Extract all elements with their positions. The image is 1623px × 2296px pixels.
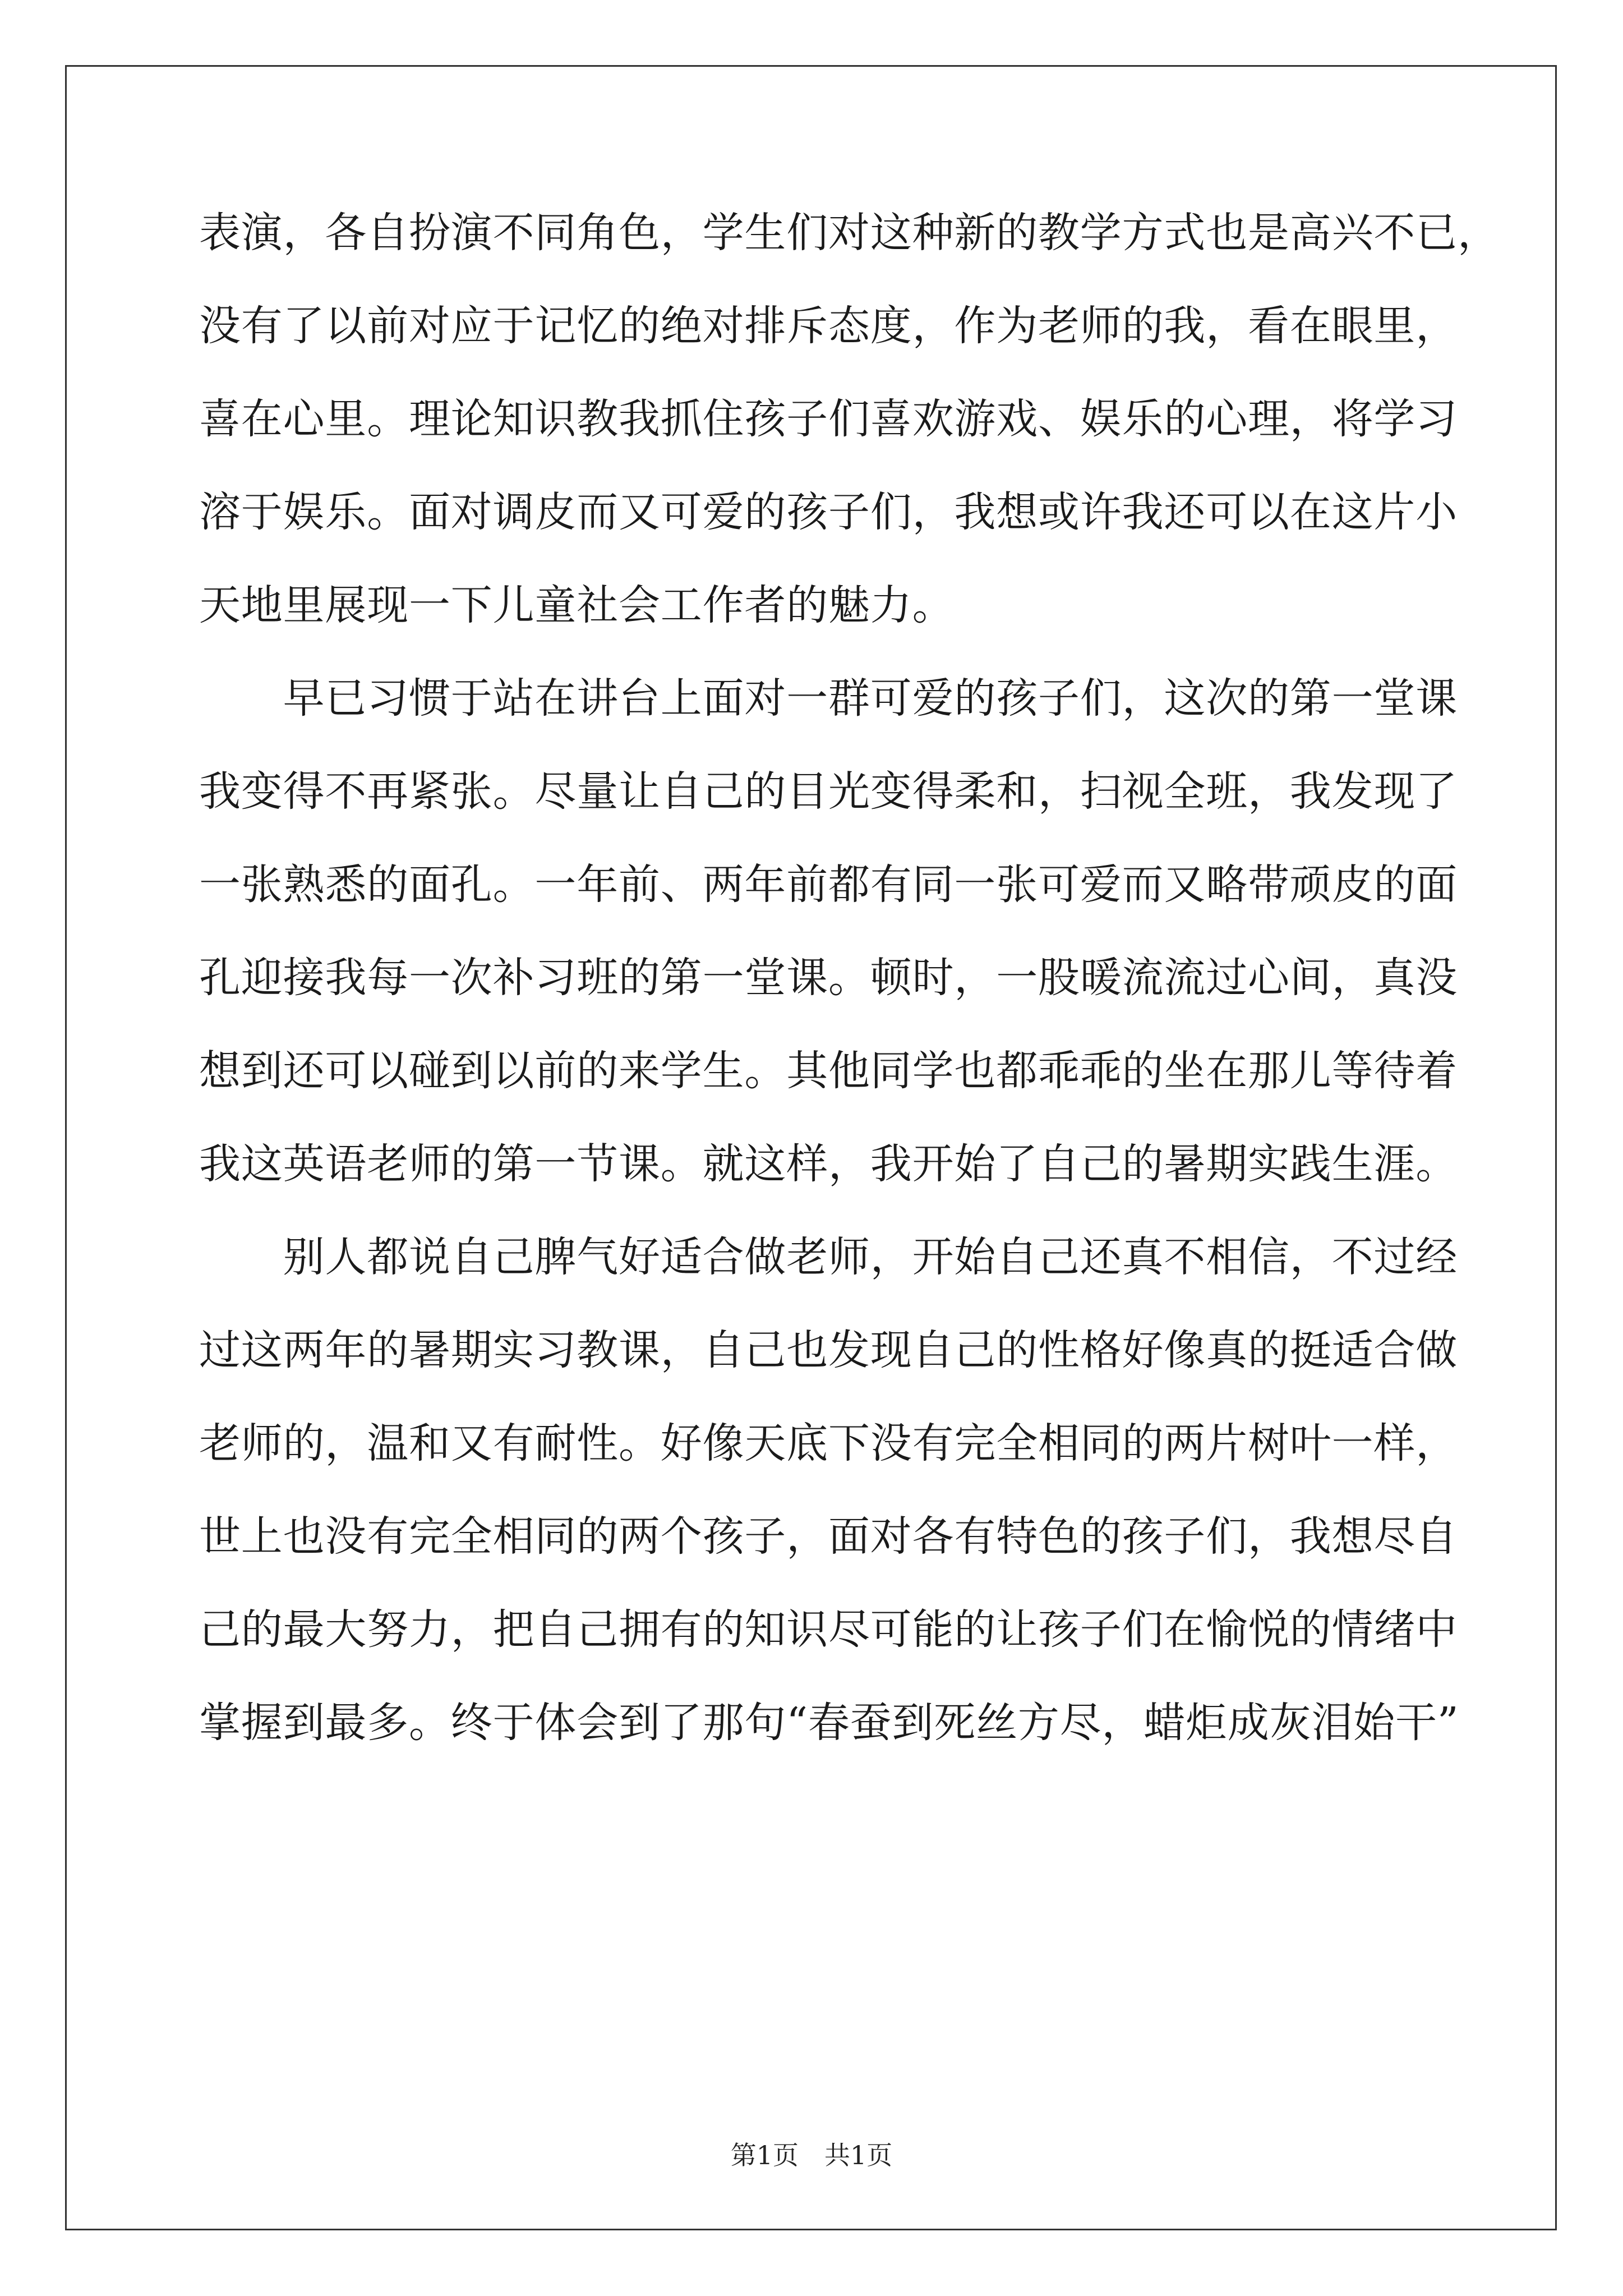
page-number: 第1页 共1页 bbox=[730, 2140, 893, 2170]
text-line: 溶于娱乐。面对调皮而又可爱的孩子们，我想或许我还可以在这片小 bbox=[199, 488, 1458, 536]
text-line: 没有了以前对应于记忆的绝对排斥态度，作为老师的我，看在眼里， bbox=[199, 302, 1458, 350]
text-line: 天地里展现一下儿童社会工作者的魅力。 bbox=[199, 581, 955, 629]
text-line: 世上也没有完全相同的两个孩子，面对各有特色的孩子们，我想尽自 bbox=[199, 1512, 1458, 1561]
text-line: 掌握到最多。终于体会到了那句“春蚕到死丝方尽，蜡炬成灰泪始干” bbox=[199, 1699, 1459, 1747]
text-line: 表演，各自扮演不同角色，学生们对这种新的教学方式也是高兴不已， bbox=[199, 209, 1500, 257]
text-line: 我这英语老师的第一节课。就这样，我开始了自己的暑期实践生涯。 bbox=[199, 1140, 1458, 1188]
text-line: 孔迎接我每一次补习班的第一堂课。顿时，一股暖流流过心间，真没 bbox=[199, 954, 1458, 1002]
text-line: 早已习惯于站在讲台上面对一群可爱的孩子们，这次的第一堂课 bbox=[199, 674, 1458, 723]
text-line: 我变得不再紧张。尽量让自己的目光变得柔和，扫视全班，我发现了 bbox=[199, 767, 1458, 816]
text-line: 过这两年的暑期实习教课，自己也发现自己的性格好像真的挺适合做 bbox=[199, 1326, 1458, 1374]
text-line: 想到还可以碰到以前的来学生。其他同学也都乖乖的坐在那儿等待着 bbox=[199, 1047, 1458, 1095]
text-line: 老师的，温和又有耐性。好像天底下没有完全相同的两片树叶一样， bbox=[199, 1419, 1458, 1467]
text-line: 喜在心里。理论知识教我抓住孩子们喜欢游戏、娱乐的心理，将学习 bbox=[199, 395, 1458, 443]
text-line: 一张熟悉的面孔。一年前、两年前都有同一张可爱而又略带顽皮的面 bbox=[199, 861, 1458, 909]
text-line: 别人都说自己脾气好适合做老师，开始自己还真不相信，不过经 bbox=[199, 1233, 1458, 1281]
text-line: 己的最大努力，把自己拥有的知识尽可能的让孩子们在愉悦的情绪中 bbox=[199, 1605, 1458, 1654]
